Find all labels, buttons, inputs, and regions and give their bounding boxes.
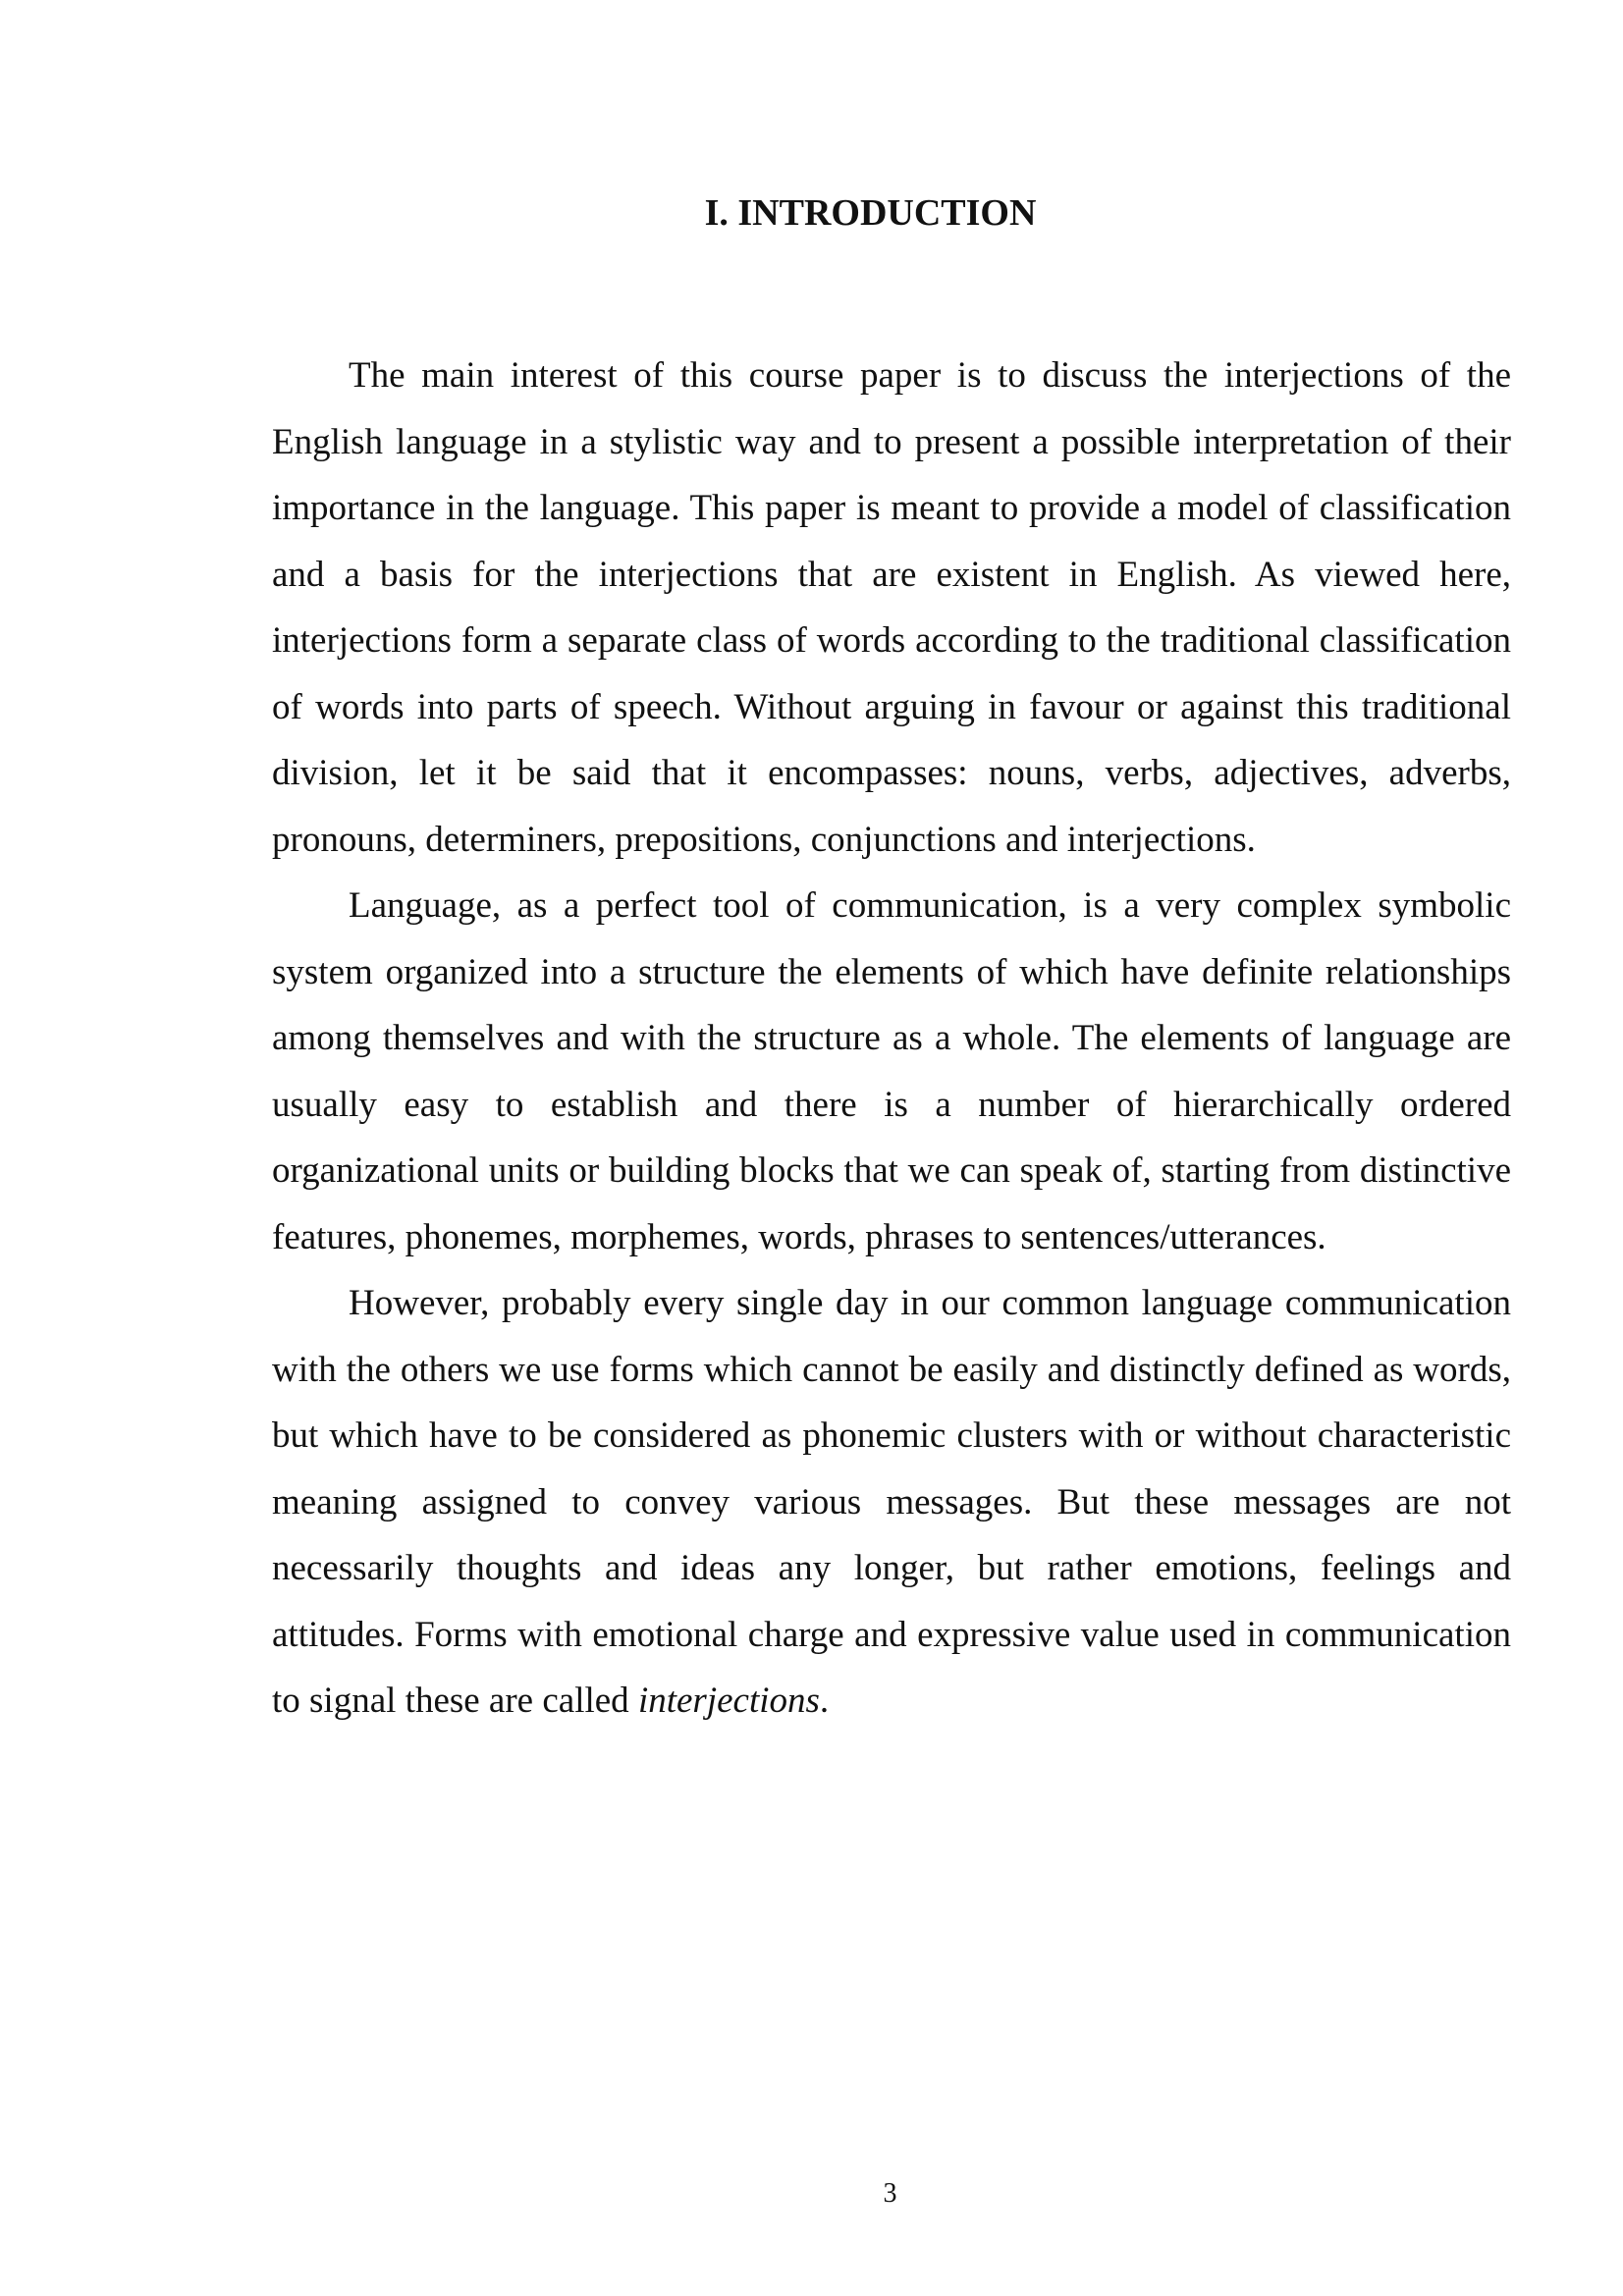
page-number: 3	[883, 2178, 897, 2209]
body-text	[272, 343, 1511, 1735]
emphasized-term: interjections	[637, 1681, 820, 1721]
paragraph-3-end: .	[819, 1681, 830, 1721]
section-heading: I. INTRODUCTION	[704, 192, 1037, 234]
paragraph-3	[272, 1270, 1511, 1735]
paragraph-3-text: However, probably every single day in our common language communication with the others we use forms which cannot be easily and distinctly defined as words, but which have to be considered as phonemic clusters with or without characteristic meaning assigned to convey various messages. But these messages are not necessarily thoughts and ideas any longer, but rather emotions, feelings and attitudes. Forms with emotional charge and expressive value used in communication to signal these are called	[272, 1283, 1511, 1721]
paragraph-2: Language, as a perfect tool of communication, is a very complex symbolic system organized into a structure the elements of which have definite relationships among themselves and with the structure as a whole. The elements of language are usually easy to establish and there is a number of hierarchically ordered organizational units or building blocks that we can speak of, starting from distinctive features, phonemes, morphemes, words, phrases to sentences/utterances.	[272, 885, 1511, 1257]
paragraph-1: The main interest of this course paper is to discuss the interjections of the English language in a stylistic way and to present a possible interpretation of their importance in the language. This paper is meant to provide a model of classification and a basis for the interjections that are existent in English. As viewed here, interjections form a separate class of words according to the traditional classification of words into parts of speech. Without arguing in favour or against this traditional division, let it be said that it encompasses: nouns, verbs, adjectives, adverbs, pronouns, determiners, prepositions, conjunctions and interjections.	[272, 355, 1511, 860]
